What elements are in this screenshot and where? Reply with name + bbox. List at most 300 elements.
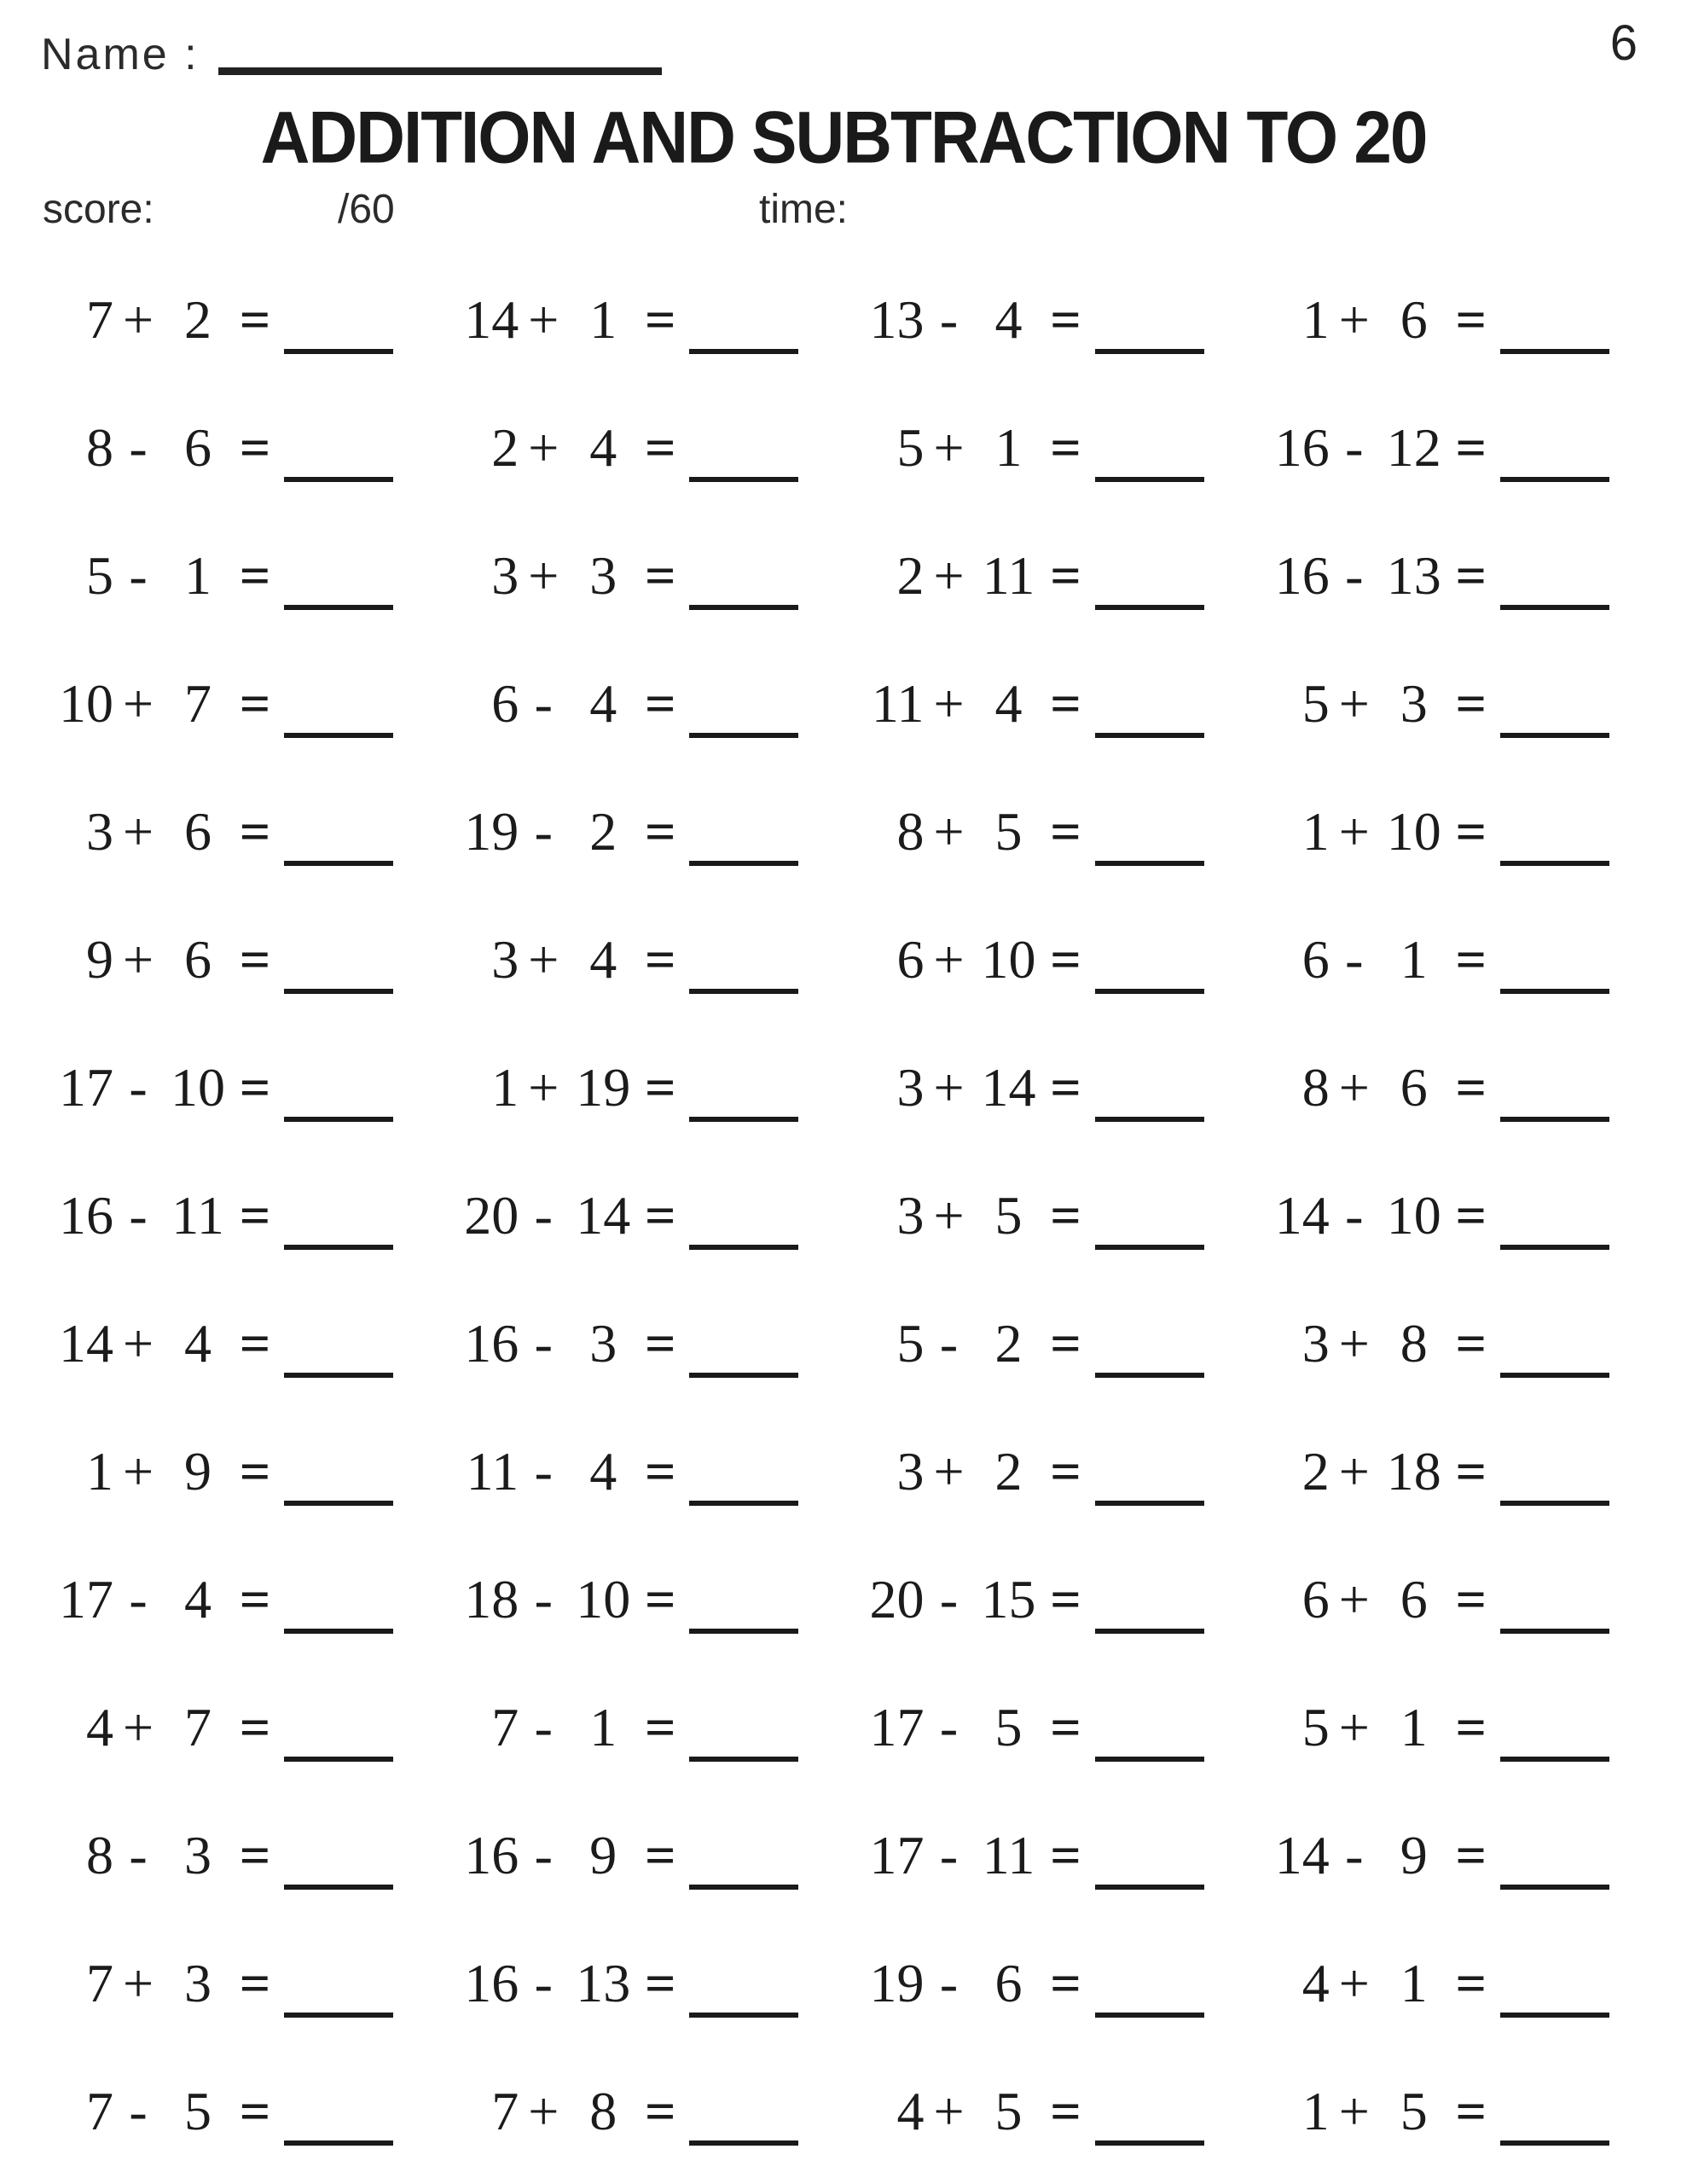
problem-r2-c3	[858, 384, 1248, 512]
problem-r7-c1	[47, 1024, 437, 1152]
operand-a: 17	[59, 1057, 113, 1118]
answer-blank	[1095, 1845, 1204, 1890]
equals-sign: =	[645, 1313, 676, 1374]
answer-blank	[689, 1205, 798, 1250]
equals-sign: =	[1050, 929, 1081, 990]
operator: -	[129, 1185, 148, 1246]
operand-b: 9	[589, 1825, 617, 1885]
operand-b: 6	[184, 417, 212, 478]
answer-blank	[689, 1333, 798, 1378]
operand-a: 5	[896, 417, 925, 478]
operand-a: 7	[86, 2081, 113, 2141]
operand-a: 16	[464, 1825, 519, 1885]
answer-blank	[1095, 1717, 1204, 1762]
operand-b: 3	[589, 545, 617, 606]
answer-blank	[1095, 1077, 1204, 1122]
operand-a: 14	[1274, 1825, 1330, 1885]
problem-r6-c1	[47, 896, 437, 1024]
problems-grid	[47, 256, 1653, 2175]
operand-a: 4	[86, 1697, 113, 1757]
operand-a: 17	[869, 1697, 925, 1757]
problem-r3-c4	[1263, 512, 1653, 640]
equals-sign: =	[1050, 545, 1081, 606]
operator: +	[933, 1057, 965, 1118]
operator: -	[129, 1825, 148, 1885]
operand-a: 11	[871, 673, 925, 734]
problem-r7-c2	[452, 1024, 842, 1152]
answer-blank	[1500, 566, 1609, 610]
operand-a: 5	[1301, 1697, 1330, 1757]
operator: +	[528, 417, 559, 478]
answer-blank	[284, 1077, 393, 1122]
answer-blank	[1500, 1205, 1609, 1250]
operator: -	[939, 1697, 959, 1757]
page-title: ADDITION AND SUBTRACTION TO 20	[260, 96, 1427, 178]
operand-b: 19	[576, 1057, 631, 1118]
operand-b: 14	[576, 1185, 631, 1246]
answer-blank	[1500, 950, 1609, 994]
operator: +	[122, 1953, 154, 2013]
operand-a: 3	[896, 1185, 925, 1246]
operand-a: 5	[1301, 673, 1330, 734]
problem-r14-c3	[858, 1920, 1248, 2048]
operand-b: 13	[1386, 545, 1441, 606]
equals-sign: =	[645, 1569, 676, 1629]
operand-a: 20	[464, 1185, 519, 1246]
equals-sign: =	[239, 1441, 271, 1502]
operand-b: 7	[184, 673, 212, 734]
problem-r9-c4	[1263, 1280, 1653, 1408]
operand-b: 6	[1400, 1569, 1428, 1629]
answer-blank	[1500, 438, 1609, 482]
operand-b: 6	[184, 801, 212, 862]
problem-r5-c4	[1263, 768, 1653, 896]
operand-b: 5	[994, 801, 1023, 862]
equals-sign: =	[239, 545, 271, 606]
operand-b: 6	[184, 929, 212, 990]
operand-b: 9	[1400, 1825, 1428, 1885]
answer-blank	[284, 310, 393, 354]
problem-r9-c3	[858, 1280, 1248, 1408]
problem-r1-c4	[1263, 256, 1653, 384]
operator: -	[129, 545, 148, 606]
operator: +	[933, 1185, 965, 1246]
answer-blank	[284, 438, 393, 482]
operator: +	[1338, 1057, 1370, 1118]
score-total: /60	[338, 187, 395, 232]
answer-blank	[1095, 1333, 1204, 1378]
answer-blank	[1095, 2101, 1204, 2146]
answer-blank	[1500, 1333, 1609, 1378]
operand-a: 6	[1301, 929, 1330, 990]
operand-b: 4	[589, 929, 617, 990]
operator: -	[939, 1825, 959, 1885]
problem-r2-c1	[47, 384, 437, 512]
equals-sign: =	[239, 929, 271, 990]
operand-b: 6	[994, 1953, 1023, 2013]
equals-sign: =	[239, 801, 271, 862]
operand-b: 8	[1400, 1313, 1428, 1374]
answer-blank	[689, 1077, 798, 1122]
equals-sign: =	[1455, 1569, 1487, 1629]
operand-b: 4	[589, 417, 617, 478]
operand-a: 7	[86, 1953, 113, 2013]
equals-sign: =	[1455, 1185, 1487, 1246]
operand-b: 3	[184, 1825, 212, 1885]
equals-sign: =	[239, 1697, 271, 1757]
problem-r13-c4	[1263, 1792, 1653, 1920]
operand-b: 10	[1386, 1185, 1441, 1246]
answer-blank	[1500, 1077, 1609, 1122]
equals-sign: =	[1455, 1057, 1487, 1118]
operand-a: 1	[1301, 2081, 1330, 2141]
problem-r1-c2	[452, 256, 842, 384]
answer-blank	[284, 1973, 393, 2018]
operand-b: 5	[994, 1185, 1023, 1246]
name-label: Name :	[41, 30, 200, 79]
answer-blank	[1500, 694, 1609, 738]
operand-a: 14	[1274, 1185, 1330, 1246]
problem-r6-c2	[452, 896, 842, 1024]
operand-a: 17	[59, 1569, 113, 1629]
operand-b: 2	[589, 801, 617, 862]
answer-blank	[1500, 2101, 1609, 2146]
operand-b: 1	[589, 289, 617, 350]
equals-sign: =	[1050, 1313, 1081, 1374]
operand-a: 7	[491, 1697, 519, 1757]
equals-sign: =	[1455, 1441, 1487, 1502]
operator: +	[528, 545, 559, 606]
answer-blank	[689, 1973, 798, 2018]
operand-a: 8	[896, 801, 925, 862]
problem-r8-c3	[858, 1152, 1248, 1280]
operator: +	[933, 929, 965, 990]
equals-sign: =	[1455, 801, 1487, 862]
operand-b: 1	[1400, 929, 1428, 990]
equals-sign: =	[1050, 673, 1081, 734]
operand-a: 17	[869, 1825, 925, 1885]
equals-sign: =	[1050, 1441, 1081, 1502]
operand-b: 18	[1386, 1441, 1441, 1502]
equals-sign: =	[1050, 1057, 1081, 1118]
answer-blank	[1095, 310, 1204, 354]
answer-blank	[284, 1845, 393, 1890]
operand-b: 4	[184, 1313, 212, 1374]
problem-r9-c2	[452, 1280, 842, 1408]
operator: +	[1338, 673, 1370, 734]
operator: -	[534, 1697, 553, 1757]
operand-b: 3	[184, 1953, 212, 2013]
operator: -	[534, 1185, 553, 1246]
equals-sign: =	[1455, 929, 1487, 990]
problem-r10-c4	[1263, 1408, 1653, 1536]
problem-r15-c2	[452, 2048, 842, 2175]
equals-sign: =	[645, 1441, 676, 1502]
operand-a: 7	[491, 2081, 519, 2141]
equals-sign: =	[1050, 1569, 1081, 1629]
operand-a: 2	[491, 417, 519, 478]
operand-a: 6	[896, 929, 925, 990]
problem-r13-c2	[452, 1792, 842, 1920]
problem-r6-c3	[858, 896, 1248, 1024]
operand-a: 3	[491, 929, 519, 990]
problem-r7-c4	[1263, 1024, 1653, 1152]
equals-sign: =	[1455, 1953, 1487, 2013]
operator: -	[534, 1825, 553, 1885]
operand-a: 1	[491, 1057, 519, 1118]
time-label: time:	[759, 187, 849, 232]
operand-b: 4	[589, 1441, 617, 1502]
operand-b: 1	[994, 417, 1023, 478]
operator: +	[1338, 801, 1370, 862]
equals-sign: =	[1455, 289, 1487, 350]
problem-r10-c3	[858, 1408, 1248, 1536]
operator: +	[122, 1697, 154, 1757]
problem-r4-c3	[858, 640, 1248, 768]
operator: +	[122, 1441, 154, 1502]
problem-r3-c3	[858, 512, 1248, 640]
answer-blank	[284, 694, 393, 738]
operator: -	[534, 673, 553, 734]
problem-r5-c2	[452, 768, 842, 896]
operator: -	[534, 801, 553, 862]
operand-a: 13	[869, 289, 925, 350]
page-number: 6	[1609, 15, 1638, 71]
operator: +	[528, 2081, 559, 2141]
operand-a: 6	[491, 673, 519, 734]
operand-a: 4	[1301, 1953, 1330, 2013]
operand-b: 8	[589, 2081, 617, 2141]
operand-a: 3	[1301, 1313, 1330, 1374]
problem-r11-c4	[1263, 1536, 1653, 1664]
problem-r2-c4	[1263, 384, 1653, 512]
operand-a: 16	[464, 1953, 519, 2013]
problem-r9-c1	[47, 1280, 437, 1408]
problem-r1-c3	[858, 256, 1248, 384]
operator: -	[939, 1953, 959, 2013]
answer-blank	[1500, 310, 1609, 354]
operand-a: 11	[466, 1441, 519, 1502]
operand-a: 16	[1274, 545, 1330, 606]
operator: +	[1338, 2081, 1370, 2141]
answer-blank	[1095, 1973, 1204, 2018]
answer-blank	[1095, 438, 1204, 482]
operand-a: 19	[464, 801, 519, 862]
operator: -	[939, 1569, 959, 1629]
answer-blank	[1500, 1845, 1609, 1890]
operand-a: 8	[86, 417, 113, 478]
operator: -	[1345, 929, 1364, 990]
answer-blank	[689, 438, 798, 482]
answer-blank	[1095, 1589, 1204, 1634]
operator: +	[933, 545, 965, 606]
operand-b: 5	[184, 2081, 212, 2141]
operand-a: 14	[464, 289, 519, 350]
operand-b: 7	[184, 1697, 212, 1757]
equals-sign: =	[239, 2081, 271, 2141]
operator: -	[1345, 417, 1364, 478]
operand-b: 4	[184, 1569, 212, 1629]
equals-sign: =	[1050, 1697, 1081, 1757]
operand-b: 4	[994, 289, 1023, 350]
answer-blank	[689, 1717, 798, 1762]
equals-sign: =	[645, 417, 676, 478]
meta-row	[43, 186, 1646, 237]
operand-a: 16	[464, 1313, 519, 1374]
equals-sign: =	[1455, 673, 1487, 734]
problem-r4-c1	[47, 640, 437, 768]
operand-a: 1	[1301, 289, 1330, 350]
problem-r2-c2	[452, 384, 842, 512]
operand-b: 10	[1386, 801, 1441, 862]
operand-b: 10	[576, 1569, 631, 1629]
operand-a: 6	[1301, 1569, 1330, 1629]
operator: +	[1338, 1697, 1370, 1757]
equals-sign: =	[1455, 1697, 1487, 1757]
operator: -	[129, 1569, 148, 1629]
problem-r13-c1	[47, 1792, 437, 1920]
operand-b: 3	[589, 1313, 617, 1374]
operator: +	[528, 1057, 559, 1118]
operand-b: 1	[184, 545, 212, 606]
answer-blank	[284, 1205, 393, 1250]
answer-blank	[689, 1845, 798, 1890]
operand-b: 2	[994, 1441, 1023, 1502]
problem-r5-c1	[47, 768, 437, 896]
operand-a: 16	[1274, 417, 1330, 478]
operand-b: 5	[994, 1697, 1023, 1757]
answer-blank	[1500, 1461, 1609, 1506]
operator: -	[939, 289, 959, 350]
problem-r8-c1	[47, 1152, 437, 1280]
answer-blank	[1500, 1973, 1609, 2018]
equals-sign: =	[1455, 1825, 1487, 1885]
operand-b: 6	[1400, 1057, 1428, 1118]
equals-sign: =	[239, 673, 271, 734]
operator: -	[129, 417, 148, 478]
answer-blank	[689, 694, 798, 738]
answer-blank	[1095, 1205, 1204, 1250]
problem-r14-c1	[47, 1920, 437, 2048]
operand-a: 2	[1301, 1441, 1330, 1502]
equals-sign: =	[1050, 1825, 1081, 1885]
problem-r8-c4	[1263, 1152, 1653, 1280]
problem-r12-c1	[47, 1664, 437, 1792]
operator: +	[933, 673, 965, 734]
operand-b: 6	[1400, 289, 1428, 350]
answer-blank	[284, 1461, 393, 1506]
operator: +	[122, 801, 154, 862]
operand-a: 2	[896, 545, 925, 606]
name-row	[41, 32, 662, 77]
equals-sign: =	[1050, 801, 1081, 862]
answer-blank	[1095, 950, 1204, 994]
answer-blank	[284, 1589, 393, 1634]
operand-b: 4	[994, 673, 1023, 734]
operand-a: 3	[896, 1441, 925, 1502]
operator: +	[1338, 1313, 1370, 1374]
answer-blank	[284, 822, 393, 866]
answer-blank	[689, 950, 798, 994]
operator: +	[122, 289, 154, 350]
operand-b: 10	[981, 929, 1036, 990]
operator: +	[122, 1313, 154, 1374]
operand-b: 9	[184, 1441, 212, 1502]
operator: -	[129, 2081, 148, 2141]
equals-sign: =	[239, 1569, 271, 1629]
answer-blank	[689, 2101, 798, 2146]
operand-a: 5	[86, 545, 113, 606]
operator: +	[1338, 1953, 1370, 2013]
operand-b: 11	[171, 1185, 224, 1246]
equals-sign: =	[1455, 417, 1487, 478]
operand-a: 18	[464, 1569, 519, 1629]
answer-blank	[284, 950, 393, 994]
operand-b: 13	[576, 1953, 631, 2013]
operand-a: 20	[869, 1569, 925, 1629]
operator: +	[1338, 289, 1370, 350]
operand-b: 14	[981, 1057, 1036, 1118]
equals-sign: =	[645, 673, 676, 734]
problem-r12-c4	[1263, 1664, 1653, 1792]
problem-r7-c3	[858, 1024, 1248, 1152]
answer-blank	[689, 1589, 798, 1634]
operator: +	[528, 289, 559, 350]
operand-a: 1	[1301, 801, 1330, 862]
operand-a: 3	[86, 801, 113, 862]
problem-r11-c2	[452, 1536, 842, 1664]
problem-r10-c2	[452, 1408, 842, 1536]
answer-blank	[689, 566, 798, 610]
operand-a: 10	[59, 673, 113, 734]
problem-r5-c3	[858, 768, 1248, 896]
operator: +	[1338, 1569, 1370, 1629]
problem-r14-c4	[1263, 1920, 1653, 2048]
operator: +	[933, 417, 965, 478]
equals-sign: =	[645, 545, 676, 606]
problem-r1-c1	[47, 256, 437, 384]
equals-sign: =	[1050, 1953, 1081, 2013]
equals-sign: =	[239, 1185, 271, 1246]
equals-sign: =	[239, 1825, 271, 1885]
operator: +	[122, 673, 154, 734]
equals-sign: =	[645, 1697, 676, 1757]
operand-b: 5	[994, 2081, 1023, 2141]
operator: +	[933, 2081, 965, 2141]
equals-sign: =	[1455, 545, 1487, 606]
problem-r15-c3	[858, 2048, 1248, 2175]
equals-sign: =	[1050, 1185, 1081, 1246]
operator: +	[933, 801, 965, 862]
operand-b: 3	[1400, 673, 1428, 734]
operator: -	[534, 1953, 553, 2013]
problem-r10-c1	[47, 1408, 437, 1536]
answer-blank	[284, 2101, 393, 2146]
operand-b: 12	[1386, 417, 1441, 478]
problem-r12-c3	[858, 1664, 1248, 1792]
problem-r3-c2	[452, 512, 842, 640]
equals-sign: =	[645, 1825, 676, 1885]
equals-sign: =	[1455, 2081, 1487, 2141]
operand-a: 8	[86, 1825, 113, 1885]
operand-a: 5	[896, 1313, 925, 1374]
operator: -	[129, 1057, 148, 1118]
name-blank-line	[218, 33, 662, 75]
answer-blank	[1500, 1589, 1609, 1634]
problem-r12-c2	[452, 1664, 842, 1792]
operand-b: 10	[171, 1057, 225, 1118]
operator: -	[1345, 1825, 1364, 1885]
